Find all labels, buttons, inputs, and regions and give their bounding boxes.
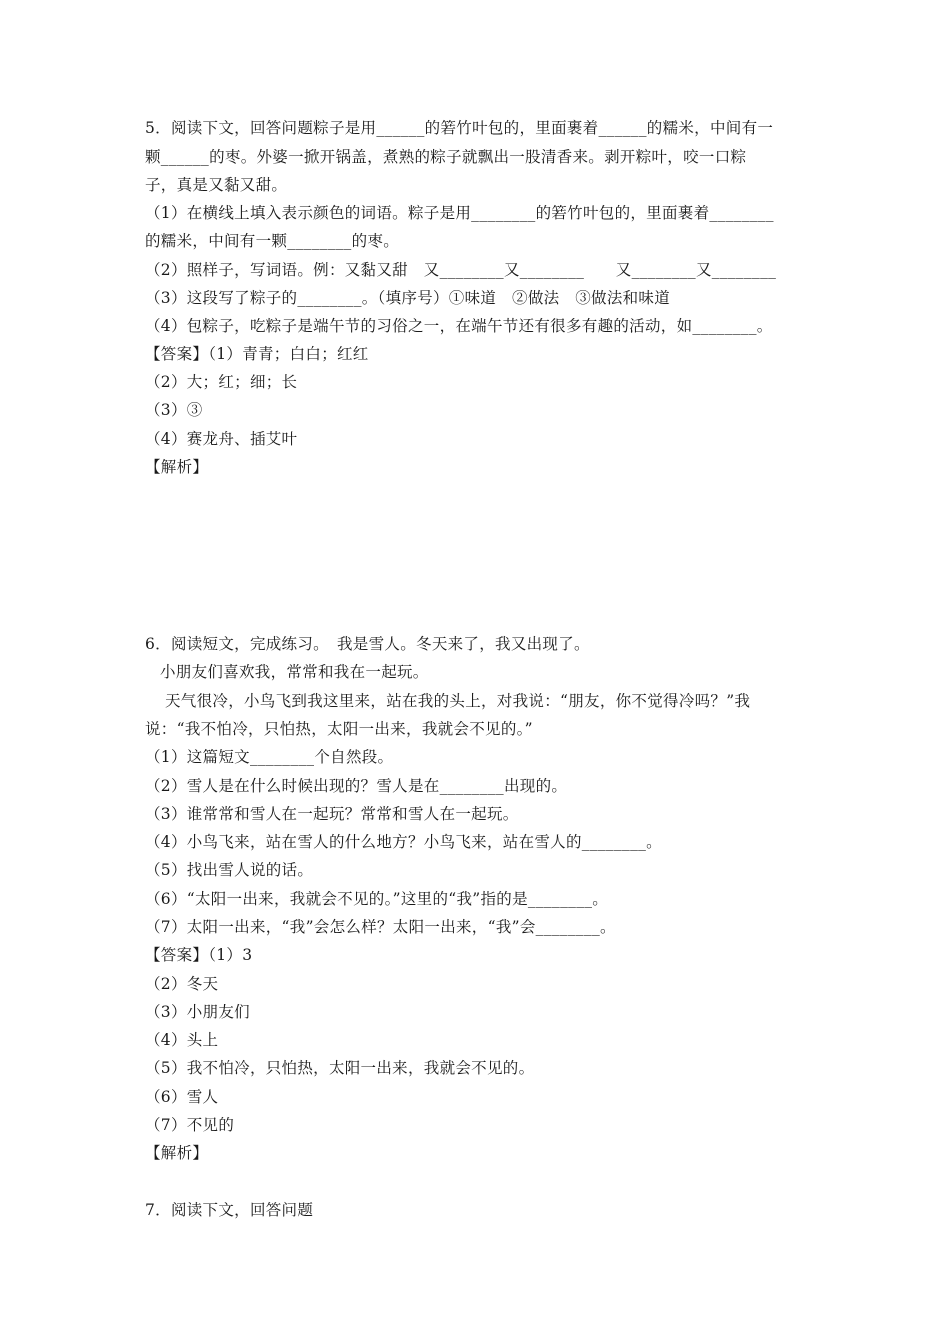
q5-stem-line-2: 颗______的枣。外婆一掀开锅盖，煮熟的粽子就飘出一股清香来。剥开粽叶，咬一口粽 (145, 148, 747, 166)
q5-sub-question-2: （2）照样子，写词语。例：又黏又甜 又________又________ 又________又________ (145, 261, 777, 279)
q5-answer-2: （2）大；红；细；长 (145, 373, 298, 391)
q6-answer-7: （7）不见的 (145, 1116, 235, 1134)
q6-stem-line-1: 6．阅读短文，完成练习。 我是雪人。冬天来了，我又出现了。 (145, 635, 590, 653)
q6-answer-1: 【答案】（1）3 (145, 946, 253, 964)
q6-sub-question-7: （7）太阳一出来，“我”会怎么样？太阳一出来，“我”会________。 (145, 918, 616, 936)
q6-sub-question-4: （4）小鸟飞来，站在雪人的什么地方？小鸟飞来，站在雪人的________。 (145, 833, 662, 851)
q6-sub-question-2: （2）雪人是在什么时候出现的？雪人是在________出现的。 (145, 777, 568, 795)
q6-stem-line-2: 小朋友们喜欢我，常常和我在一起玩。 (160, 663, 429, 681)
q6-sub-question-3: （3）谁常常和雪人在一起玩？常常和雪人在一起玩。 (145, 805, 519, 823)
q5-sub-question-4: （4）包粽子，吃粽子是端午节的习俗之一，在端午节还有很多有趣的活动，如________。 (145, 317, 773, 335)
q6-stem-line-4: 说：“我不怕冷，只怕热，太阳一出来，我就会不见的。” (145, 720, 533, 738)
q6-answer-4: （4）头上 (145, 1031, 219, 1049)
q5-stem-line-3: 子，真是又黏又甜。 (145, 176, 288, 194)
q6-answer-5: （5）我不怕冷，只怕热，太阳一出来，我就会不见的。 (145, 1059, 535, 1077)
q6-sub-question-6: （6）“太阳一出来，我就会不见的。”这里的“我”指的是________。 (145, 890, 609, 908)
q5-answer-1: 【答案】（1）青青；白白；红红 (145, 345, 369, 363)
q6-answer-2: （2）冬天 (145, 975, 219, 993)
q5-answer-4: （4）赛龙舟、插艾叶 (145, 430, 298, 448)
q5-analysis-label: 【解析】 (145, 458, 209, 476)
q5-answer-3: （3）③ (145, 401, 203, 419)
q5-sub-question-1-line-2: 的糯米，中间有一颗________的枣。 (145, 232, 400, 250)
q5-sub-question-3: （3）这段写了粽子的________。（填序号）①味道 ②做法 ③做法和味道 (145, 289, 671, 307)
q6-analysis-label: 【解析】 (145, 1144, 209, 1162)
q5-sub-question-1-line-1: （1）在横线上填入表示颜色的词语。粽子是用________的箬竹叶包的，里面裹着________ (145, 204, 774, 222)
q6-stem-line-3: 天气很冷，小鸟飞到我这里来，站在我的头上，对我说：“朋友，你不觉得冷吗？”我 (165, 692, 751, 710)
q6-sub-question-1: （1）这篇短文________个自然段。 (145, 748, 394, 766)
q6-answer-6: （6）雪人 (145, 1088, 219, 1106)
q5-stem-line-1: 5．阅读下文，回答问题粽子是用______的箬竹叶包的，里面裹着______的糯米，中间有一 (145, 119, 774, 137)
q7-stem-line-1: 7．阅读下文，回答问题 (145, 1201, 314, 1219)
q6-answer-3: （3）小朋友们 (145, 1003, 250, 1021)
q6-sub-question-5: （5）找出雪人说的话。 (145, 861, 314, 879)
